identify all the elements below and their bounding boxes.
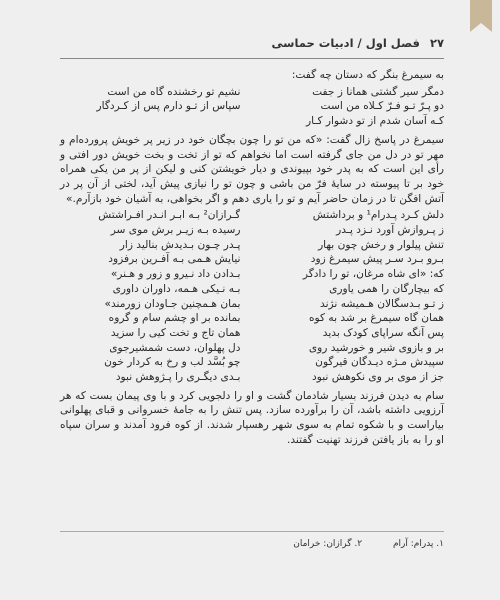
verse-line [60,238,444,253]
verse-line [60,341,444,356]
page-number: ۲۷ [429,36,444,50]
verse-line [60,99,444,114]
hemistich-right: دو پـرّ تـو فـرّ کـلاه من است [320,100,444,113]
hemistich-left: بمانده بر او چشم سام و گروه [108,312,241,325]
verse-line [60,114,444,129]
verse-block-2 [60,208,444,384]
hemistich-right: پس آنگه سراپای کودک بدید [322,326,444,339]
hemistich-left: نشیم تو رخشنده گاه من است [107,85,241,98]
hemistich-left: پـدر چـون بـدیدش بنالید زار [119,238,241,251]
verse-block-1 [60,85,444,129]
hemistich-left: گـرازان² بـه ابـر انـدر افـراشتش [98,209,241,222]
hemistich-left: دل پهلوان، دست شمشیرجوی [109,341,241,354]
hemistich-right: که: «ای شاه مرغان، تو را دادگر [302,268,444,281]
hemistich-right: ز تـو بـدسگالان هـمیشه نژند [320,297,444,310]
footnote-2: ۲. گرازان: خرامان [293,539,363,549]
hemistich-left [60,114,240,129]
hemistich-left: سپاس از تـو دارم پس از کـردگار [96,100,241,113]
hemistich-left: نیایش هـمی بـه آفـرین برفزود [108,253,241,266]
verse-line [60,297,444,312]
hemistich-right: بر و بازوی شیر و خورشید روی [308,341,444,354]
hemistich-right: جز از موی بر وی نکوهش نبود [312,371,444,384]
verse-line [60,223,444,238]
hemistich-left: بـدادن داد نـیرو و زور و هـنر» [110,268,241,281]
page-body [60,68,444,450]
hemistich-right: تنش پیلوار و رخش چون بهار [318,238,444,251]
hemistich-right: دمگر سیر گشتی همانا ز جفت [312,85,444,98]
verse-line [60,252,444,267]
verse-line [60,311,444,326]
hemistich-right: ز پـروازش آورد نـزد پـدر [336,224,444,237]
footnotes [60,539,444,549]
verse-line [60,370,444,385]
footnote-1: ۱. پدرام: آرام [392,539,444,549]
verse-line [60,355,444,370]
hemistich-left: همان تاج و تخت کیی را سزید [110,326,241,339]
hemistich-left: بـه نـیکی هـمه، داوران داوری [112,282,241,295]
hemistich-left: بمان هـمچنین جـاودان زورمند» [104,297,241,310]
intro-line: به سیمرغ بنگر که دستان چه گفت: [291,69,444,81]
hemistich-left: چو بُسَّد لب و رخ به کردار خون [104,356,241,369]
verse-line [60,267,444,282]
hemistich-left: بـدی دیگـری را پـژوهش نبود [115,371,241,384]
hemistich-right: دلش کـرد پـدرام¹ و برداشتش [312,209,444,222]
bookmark-ribbon [470,0,492,32]
verse-line [60,85,444,100]
hemistich-right: همان گاه سیمرغ بر شد به کوه [308,312,444,325]
footnote-divider [60,531,444,532]
header-divider [60,58,444,59]
prose-paragraph-1: سیمرغ در پاسخ زال گفت: «که من تو را چون بچگان خود در زیر پر خویش پرورده‌ام و مهر تو در دل من جای گرفته است اما نخواهم که تو از تخت و بخت خویش دور افتی و رأی این است که به پدر خود بپیوندی و دیار خویشتن کنی و لیکن از پر من یکی همراه خود بر تا پیوسته در سایهٔ فرّ من باشی و چون تو را نیازی پیش آید، لختی از آن پر در آتش افگن تا در زمان حاضر آیم و تو را یاری دهم و اگر بخواهی، به آشیان خود بازآرم.» [60,133,444,205]
hemistich-right: کـه آسان شدم از تو دشوار کـار [306,115,444,128]
page-header [60,36,444,56]
verse-line [60,282,444,297]
hemistich-right: سپیدش مـژه دیـدگان قیرگون [315,356,444,369]
verse-line [60,326,444,341]
verse-line [60,208,444,223]
hemistich-right: بـرو بـرد سـر پیش سیمرغ زود [310,253,444,266]
prose-paragraph-2: سام به دیدن فرزند بسیار شادمان گشت و او را دلجویی کرد و با وی پیمان بست که هر آرزویی داشته باشد، آن را برآورده سازد. پس تنش را به جامهٔ خسروانی و قبای پهلوانی بیاراست و با شکوه تمام به سوی شهر رهسپار شدند. از کوه فرود آمدند و سران سپاه او را به باز یافتن فرزند تهنیت گفتند. [60,389,444,446]
hemistich-right: که بیچارگان را همی یاوری [329,282,444,295]
hemistich-left: رسیده بـه زیـر برش موی سر [110,224,241,237]
chapter-title: فصل اول / ادبیات حماسی [271,36,420,50]
